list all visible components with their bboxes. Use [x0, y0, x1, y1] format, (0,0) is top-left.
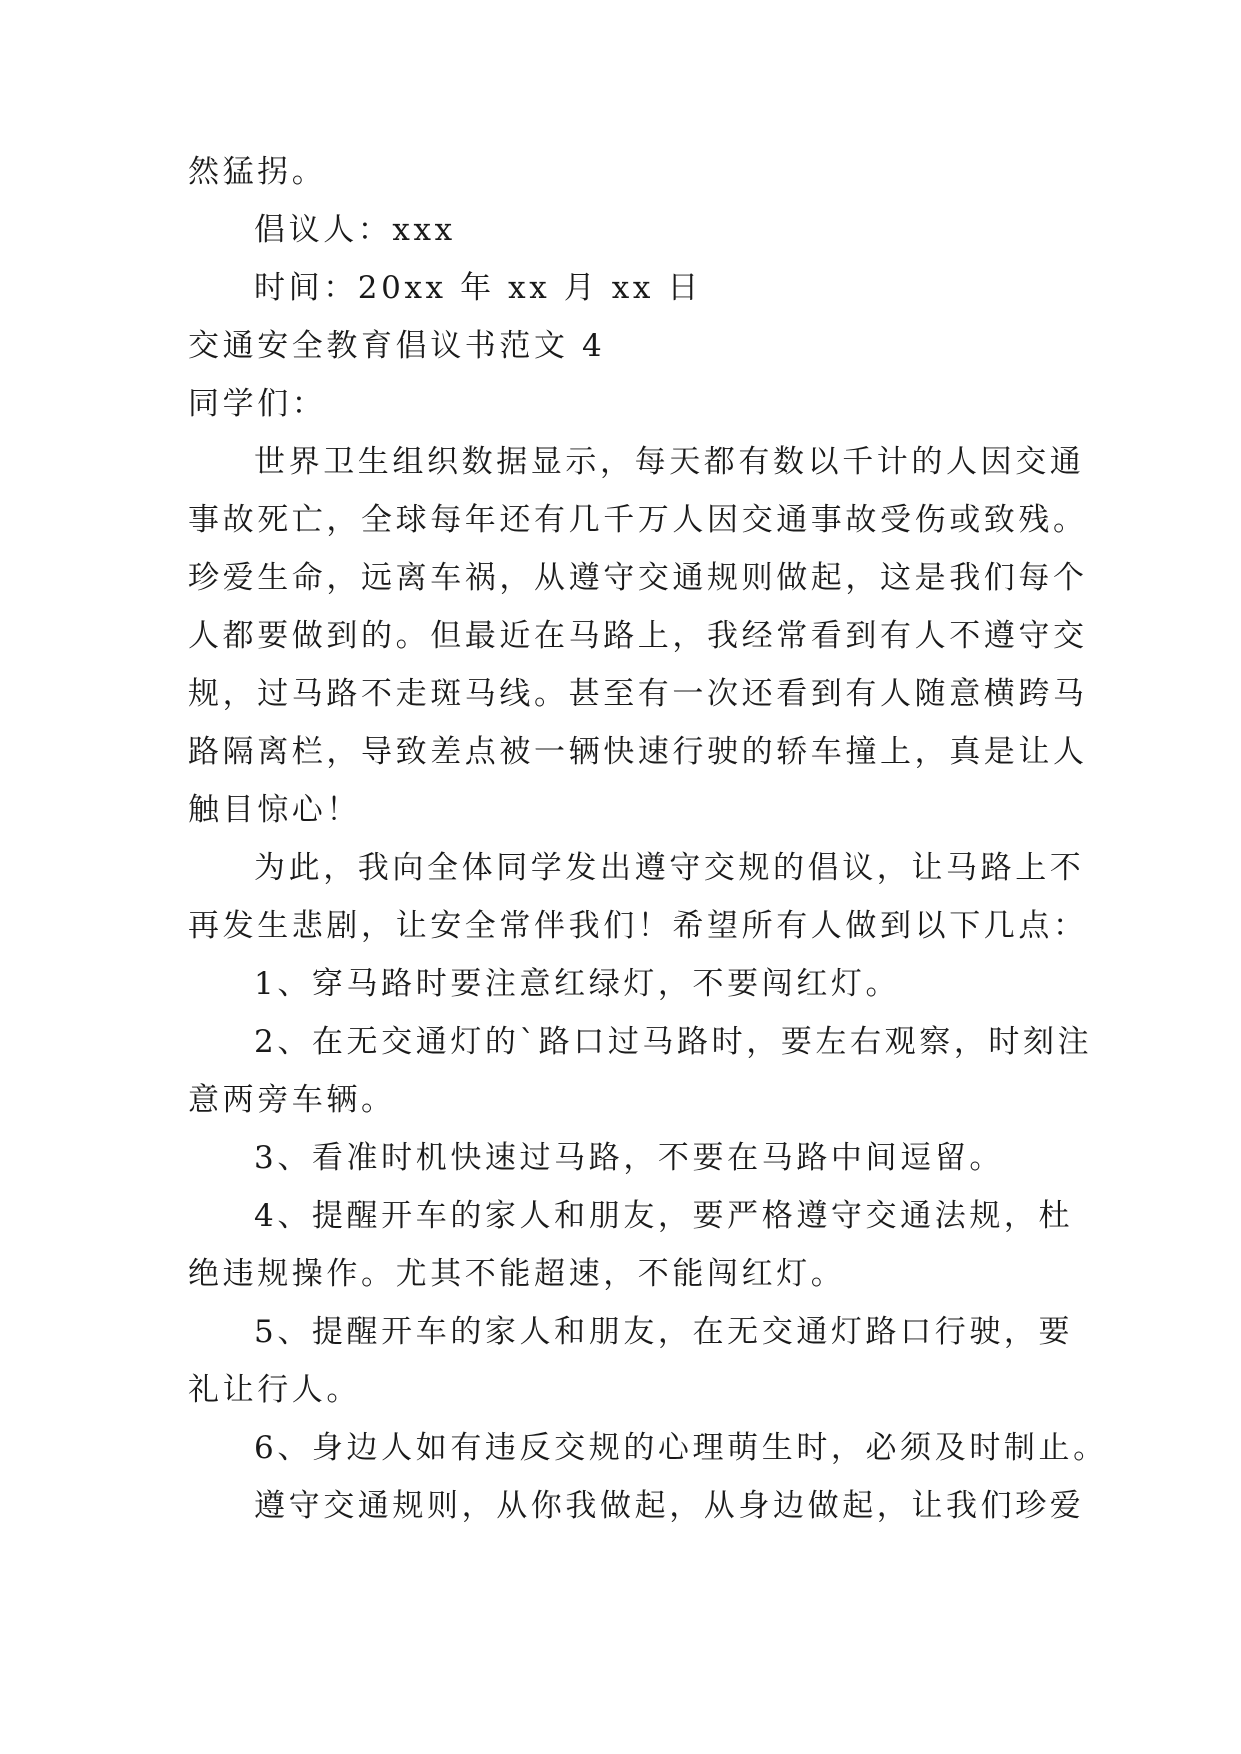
salutation: 同学们：: [188, 386, 327, 422]
list-item: 4、提醒开车的家人和朋友，要严格遵守交通法规，杜: [254, 1198, 1074, 1234]
section-title: 交通安全教育倡议书范文 4: [188, 328, 606, 364]
paragraph-line: 触目惊心！: [188, 792, 361, 828]
paragraph-line: 规，过马路不走斑马线。甚至有一次还看到有人随意横跨马: [188, 676, 1088, 712]
paragraph-line: 再发生悲剧，让安全常伴我们！希望所有人做到以下几点：: [188, 908, 1088, 944]
paragraph-line: 为此，我向全体同学发出遵守交规的倡议，让马路上不: [254, 850, 1085, 886]
paragraph-line: 路隔离栏，导致差点被一辆快速行驶的轿车撞上，真是让人: [188, 734, 1088, 770]
paragraph-line: 遵守交通规则，从你我做起，从身边做起，让我们珍爱: [254, 1488, 1085, 1524]
list-item: 2、在无交通灯的`路口过马路时，要左右观察，时刻注: [254, 1024, 1093, 1060]
text-line: 然猛拐。: [188, 154, 327, 190]
date-line: 时间：20xx 年 xx 月 xx 日: [254, 270, 703, 306]
list-item: 6、身边人如有违反交规的心理萌生时，必须及时制止。: [254, 1430, 1108, 1466]
proposer-line: 倡议人：xxx: [254, 212, 456, 248]
paragraph-line: 珍爱生命，远离车祸，从遵守交通规则做起，这是我们每个: [188, 560, 1088, 596]
list-item: 1、穿马路时要注意红绿灯，不要闯红灯。: [254, 966, 901, 1002]
list-item-continuation: 礼让行人。: [188, 1372, 361, 1408]
list-item-continuation: 意两旁车辆。: [188, 1082, 396, 1118]
list-item-continuation: 绝违规操作。尤其不能超速，不能闯红灯。: [188, 1256, 846, 1292]
paragraph-line: 世界卫生组织数据显示，每天都有数以千计的人因交通: [254, 444, 1085, 480]
paragraph-line: 事故死亡，全球每年还有几千万人因交通事故受伤或致残。: [188, 502, 1088, 538]
list-item: 5、提醒开车的家人和朋友，在无交通灯路口行驶，要: [254, 1314, 1074, 1350]
paragraph-line: 人都要做到的。但最近在马路上，我经常看到有人不遵守交: [188, 618, 1088, 654]
list-item: 3、看准时机快速过马路，不要在马路中间逗留。: [254, 1140, 1004, 1176]
